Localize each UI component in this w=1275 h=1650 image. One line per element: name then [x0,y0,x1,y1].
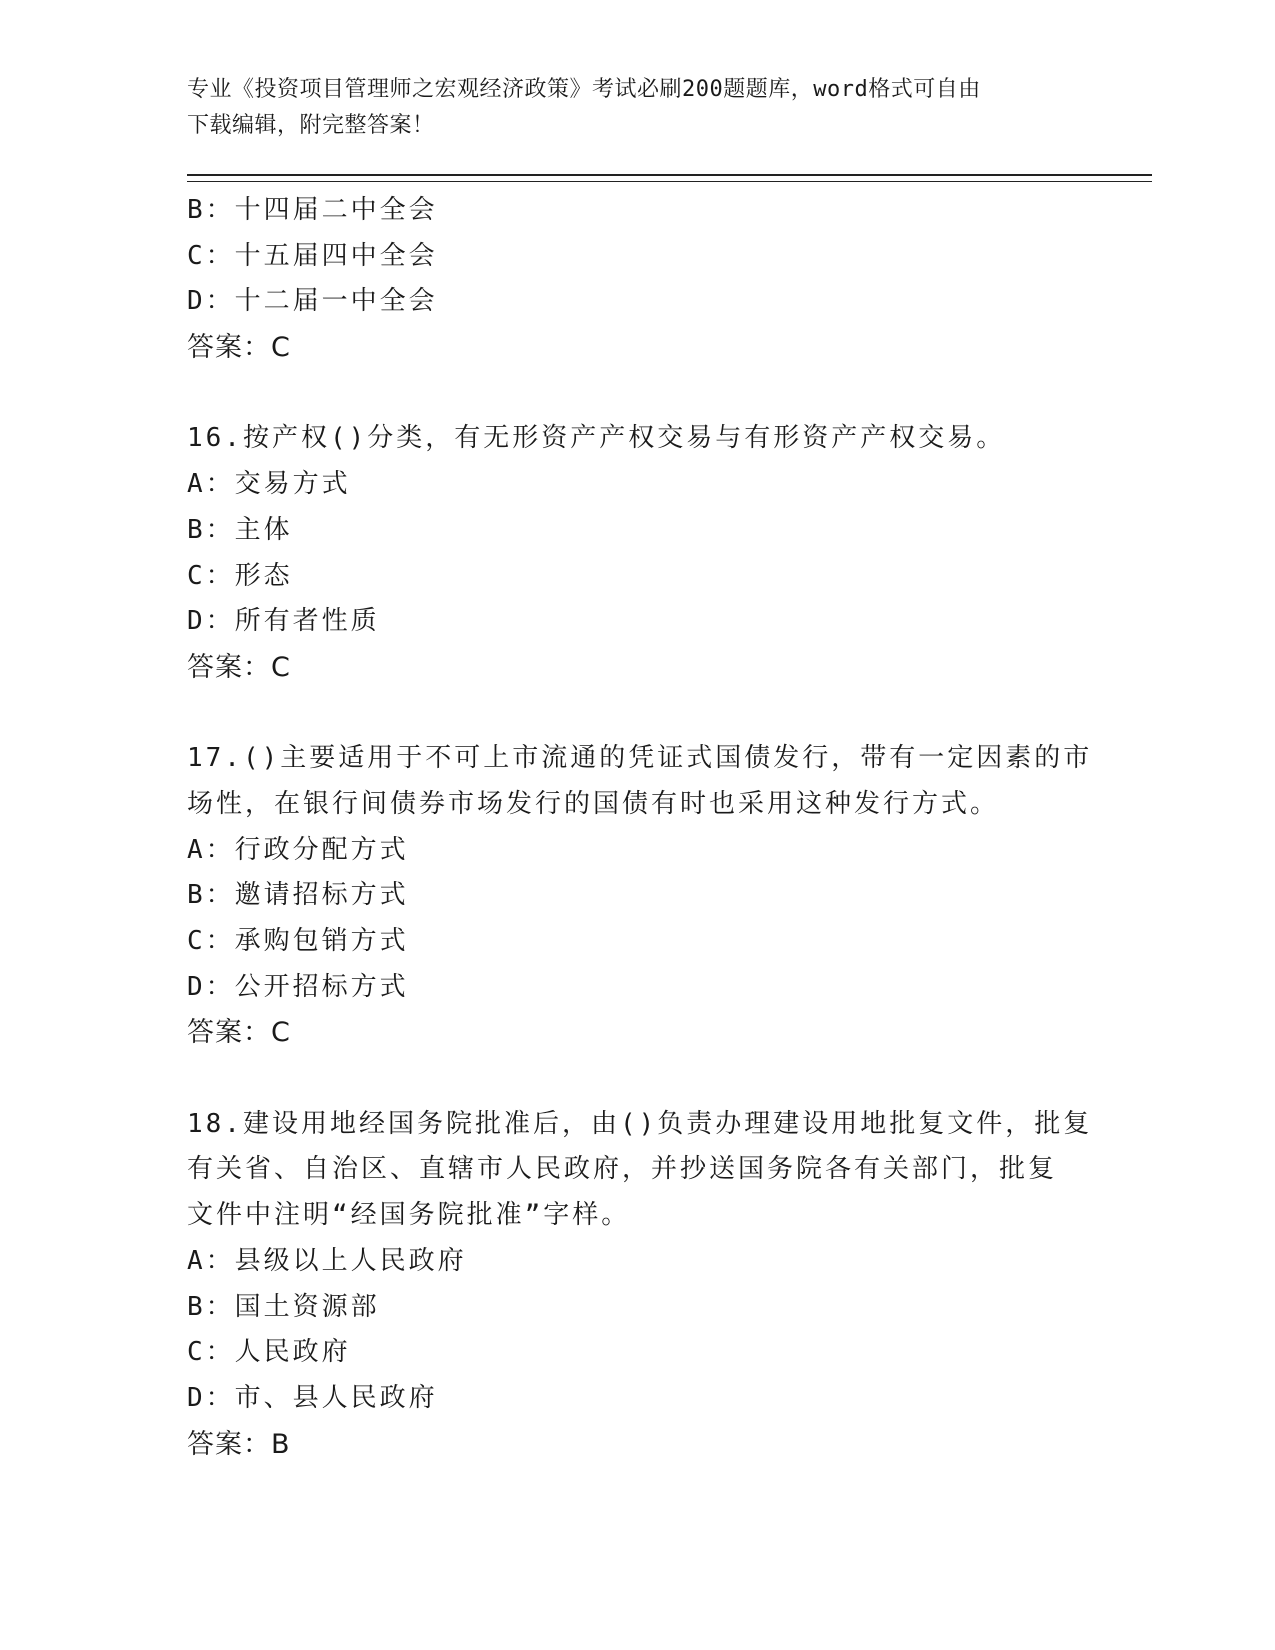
answer-line: 答案：C [187,651,291,683]
answer-line: 答案：C [187,1017,291,1049]
question-17 [187,736,1093,1056]
header-title-line-2: 下载编辑，附完整答案！ [187,113,435,138]
question-text: 文件中注明“经国务院批准”字样。 [187,1200,631,1231]
option-c: C：形态 [187,560,293,591]
option-b: B：国土资源部 [187,1291,380,1322]
document-header [187,72,1067,144]
answer-line: 答案：B [187,1428,291,1460]
header-divider-thin [187,181,1152,182]
option-c: C：人民政府 [187,1337,351,1368]
answer-line: 答案：C [187,332,291,364]
option-b: B：十四届二中全会 [187,195,438,225]
question-text: 18.建设用地经国务院批准后，由()负责办理建设用地批复文件，批复 [187,1108,1093,1139]
question-text: 场性，在银行间债券市场发行的国债有时也采用这种发行方式。 [187,788,1000,819]
option-d: D：所有者性质 [187,606,380,637]
option-d: D：市、县人民政府 [187,1382,438,1413]
spacer [187,371,1087,417]
option-b: B：主体 [187,514,293,545]
question-list [187,188,1093,1467]
question-text: 有关省、自治区、直辖市人民政府，并抄送国务院各有关部门，批复 [187,1154,1058,1185]
option-b: B：邀请招标方式 [187,880,409,911]
question-18 [187,1102,1093,1468]
question-15-continuation [187,188,1087,371]
option-d: D：公开招标方式 [187,971,409,1002]
option-c: C：十五届四中全会 [187,240,438,271]
question-16 [187,416,1087,690]
question-text: 16.按产权()分类，有无形资产产权交易与有形资产产权交易。 [187,423,1006,454]
option-a: A：县级以上人民政府 [187,1245,467,1276]
option-a: A：行政分配方式 [187,834,409,865]
option-a: A：交易方式 [187,469,351,500]
header-title-line-1: 专业《投资项目管理师之宏观经济政策》考试必刷200题题库，word格式可自由 [187,77,981,102]
spacer [187,1056,1087,1102]
header-divider-thick [187,174,1152,176]
option-d: D：十二届一中全会 [187,286,438,317]
option-c: C：承购包销方式 [187,926,409,956]
spacer [187,691,1087,737]
question-text: 17.()主要适用于不可上市流通的凭证式国债发行，带有一定因素的市 [187,743,1093,774]
